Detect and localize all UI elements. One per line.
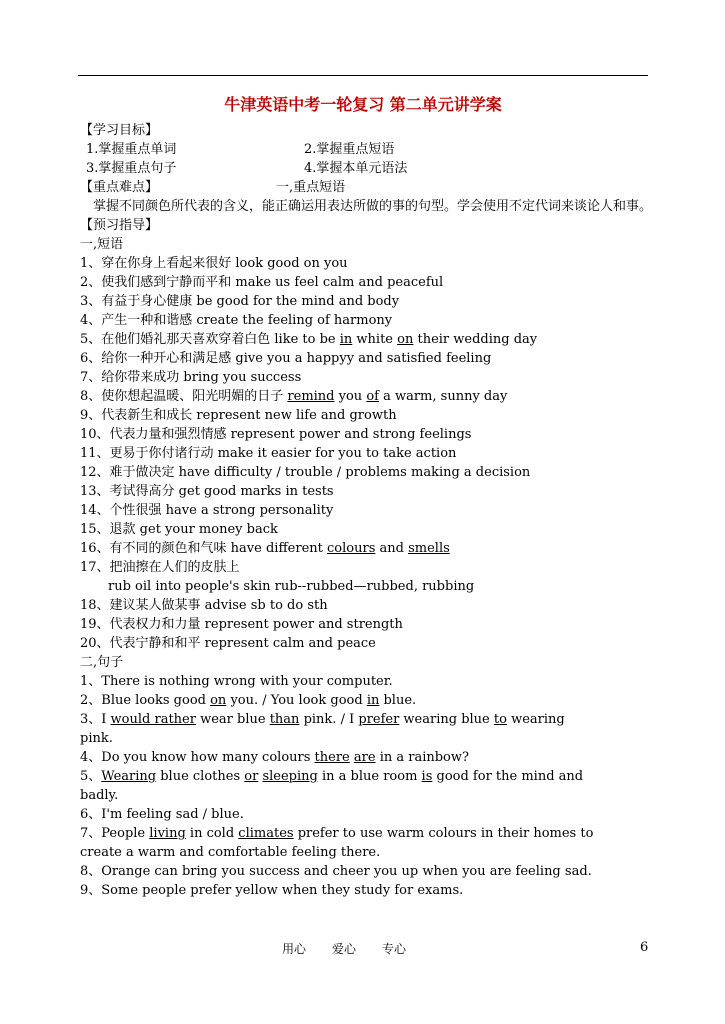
key-paragraph: 掌握不同颜色所代表的含义，能正确运用表达所做的事的句型。学会使用不定代词来谈论人和事。 [93,199,653,214]
sentence-item: 6、I'm feeling sad / blue. [80,807,244,822]
motto-word: 用心 [282,942,307,956]
sentence-item: 2、Blue looks good on you. / You look good in blue. [80,693,417,708]
phrase-item: 16、有不同的颜色和气味 have different colours and smells [80,541,450,556]
goal-item: 4.掌握本单元语法 [304,161,408,176]
phrase-item: 19、代表权力和力量 represent power and strength [80,617,403,632]
goal-item: 2.掌握重点短语 [304,142,395,157]
goals-heading: 【学习目标】 [80,123,159,138]
goal-item: 1.掌握重点单词 [86,142,177,157]
page-title: 牛津英语中考一轮复习 第二单元讲学案 [224,95,502,114]
phrase-item: 20、代表宁静和和平 represent calm and peace [80,636,376,651]
header-rule [78,75,648,76]
sentence-item: 8、Orange can bring you success and cheer you up when you are feeling sad. [80,864,592,879]
phrase-item: 4、产生一种和谐感 create the feeling of harmony [80,313,393,328]
sentences-heading: 二,句子 [80,655,124,670]
sentences-list [80,672,652,900]
sentence-item: 7、People living in cold climates prefer to use warm colours in their homes to [80,826,594,841]
sentence-item: 5、Wearing blue clothes or sleeping in a blue room is good for the mind and [80,769,584,784]
page-number: 6 [640,940,649,955]
footer-motto [282,940,432,957]
phrase-item: 17、把油擦在人们的皮肤上 [80,560,240,575]
sentence-item: 1、There is nothing wrong with your computer. [80,674,393,689]
phrase-item: 5、在他们婚礼那天喜欢穿着白色 like to be in white on their wedding day [80,332,538,347]
phrase-item: 15、退款 get your money back [80,522,278,537]
phrase-item: 14、个性很强 have a strong personality [80,503,334,518]
phrase-item: 10、代表力量和强烈情感 represent power and strong feelings [80,427,472,442]
phrase-item: 7、给你带来成功 bring you success [80,370,302,385]
motto-word: 专心 [382,942,407,956]
guide-heading: 【预习指导】 [80,218,159,233]
phrase-item: 2、使我们感到宁静而平和 make us feel calm and peaceful [80,275,444,290]
sentence-item: pink. [80,731,113,746]
sentence-item: badly. [80,788,119,803]
page-footer [0,940,725,958]
goal-item: 3.掌握重点句子 [86,161,177,176]
phrase-item: 6、给你一种开心和满足感 give you a happyy and satisfied feeling [80,351,492,366]
key-heading: 【重点难点】 [80,180,159,195]
document-body [80,121,652,900]
phrase-item: 12、难于做决定 have difficulty / trouble / problems making a decision [80,465,531,480]
motto-word: 爱心 [332,942,357,956]
phrase-item: rub oil into people's skin rub--rubbed—rubbed, rubbing [108,579,475,594]
phrase-item: 18、建议某人做某事 advise sb to do sth [80,598,328,613]
sentence-item: 4、Do you know how many colours there are in a rainbow? [80,750,469,765]
phrase-item: 3、有益于身心健康 be good for the mind and body [80,294,400,309]
sentence-item: 9、Some people prefer yellow when they study for exams. [80,883,464,898]
phrase-item: 11、更易于你付诸行动 make it easier for you to take action [80,446,457,461]
key-heading-row [80,178,652,197]
phrase-item: 1、穿在你身上看起来很好 look good on you [80,256,348,271]
sentence-item: 3、I would rather wear blue than pink. / I prefer wearing blue to wearing [80,712,565,727]
phrases-heading: 一,短语 [80,237,124,252]
phrase-item: 13、考试得高分 get good marks in tests [80,484,334,499]
phrase-item: 8、使你想起温暖、阳光明媚的日子 remind you of a warm, sunny day [80,389,508,404]
phrases-list [80,254,652,653]
sentence-item: create a warm and comfortable feeling there. [80,845,381,860]
key-subheading: 一,重点短语 [276,180,346,195]
goals-row-1 [80,140,652,159]
phrase-item: 9、代表新生和成长 represent new life and growth [80,408,397,423]
goals-row-2 [80,159,652,178]
